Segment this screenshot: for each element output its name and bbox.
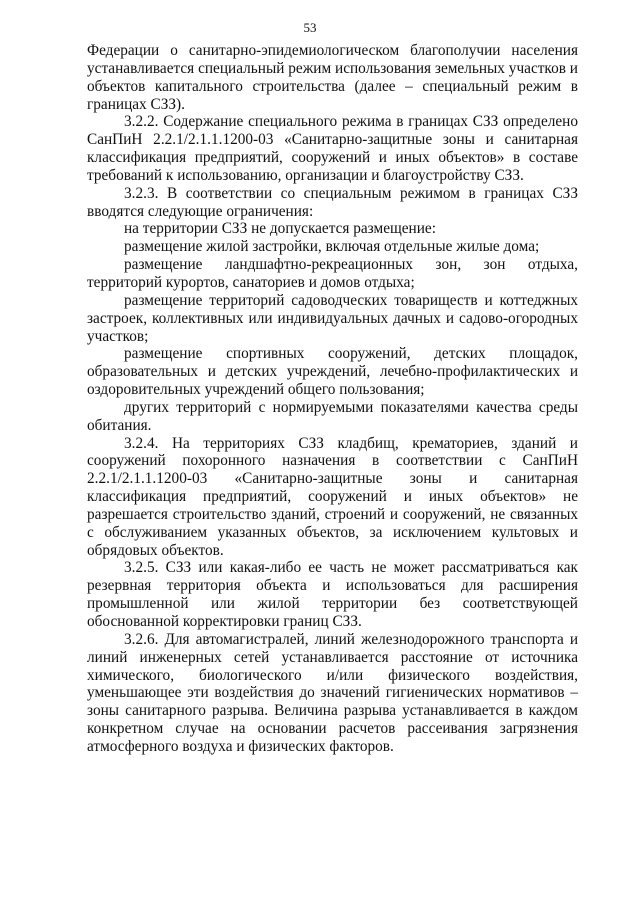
paragraph: размещение жилой застройки, включая отдельные жилые дома; [124,238,540,256]
paragraph: размещение территорий садоводческих товариществ и коттеджных застроек, коллективных или индивидуальных дачных и садово-огородных участков; [87,291,578,345]
document-body [87,42,578,756]
paragraph: 3.2.6. Для автомагистралей, линий железнодорожного транспорта и линий инженерных сетей устанавливается расстояние от источника химического, биологического и/или физического воздействия, уменьшающее эти воздействия до значений гигиенических нормативов – зоны санитарного разрыва. Величина разрыва устанавливается в каждом конкретном случае на основании расчетов рассеивания загрязнения атмосферного воздуха и физических факторов. [87,630,578,755]
paragraph: 3.2.5. СЗЗ или какая-либо ее часть не может рассматриваться как резервная территория объекта и использоваться для расширения промышленной или жилой территории без соответствующей обоснованной корректировки границ СЗЗ. [87,559,578,630]
paragraph: 3.2.4. На территориях СЗЗ кладбищ, крематориев, зданий и сооружений похоронного назначения в соответствии с СанПиН 2.2.1/2.1.1.1200-03 «Санитарно-защитные зоны и санитарная классификация предприятий, сооружений и иных объектов» не разрешается строительство зданий, строений и сооружений, не связанных с обслуживанием указанных объектов, за исключением культовых и обрядовых объектов. [87,434,578,559]
page-number: 53 [303,20,317,35]
paragraph: 3.2.3. В соответствии со специальным режимом в границах СЗЗ вводятся следующие ограничения: [87,184,578,220]
paragraph: на территории СЗЗ не допускается размещение: [124,220,436,238]
paragraph: 3.2.2. Содержание специального режима в границах СЗЗ определено СанПиН 2.2.1/2.1.1.1200-03 «Санитарно-защитные зоны и санитарная классификация предприятий, сооружений и иных объектов» в составе требований к использованию, организации и благоустройству СЗЗ. [87,113,578,184]
paragraph: размещение спортивных сооружений, детских площадок, образовательных и детских учреждений, лечебно-профилактических и оздоровительных учреждений общего пользования; [87,345,578,399]
paragraph: размещение ландшафтно-рекреационных зон, зон отдыха, территорий курортов, санаториев и домов отдыха; [87,256,578,291]
paragraph: других территорий с нормируемыми показателями качества среды обитания. [87,398,578,434]
paragraph: Федерации о санитарно-эпидемиологическом благополучии населения устанавливается специальный режим использования земельных участков и объектов капитального строительства (далее – специальный режим в границах СЗЗ). [87,42,578,113]
